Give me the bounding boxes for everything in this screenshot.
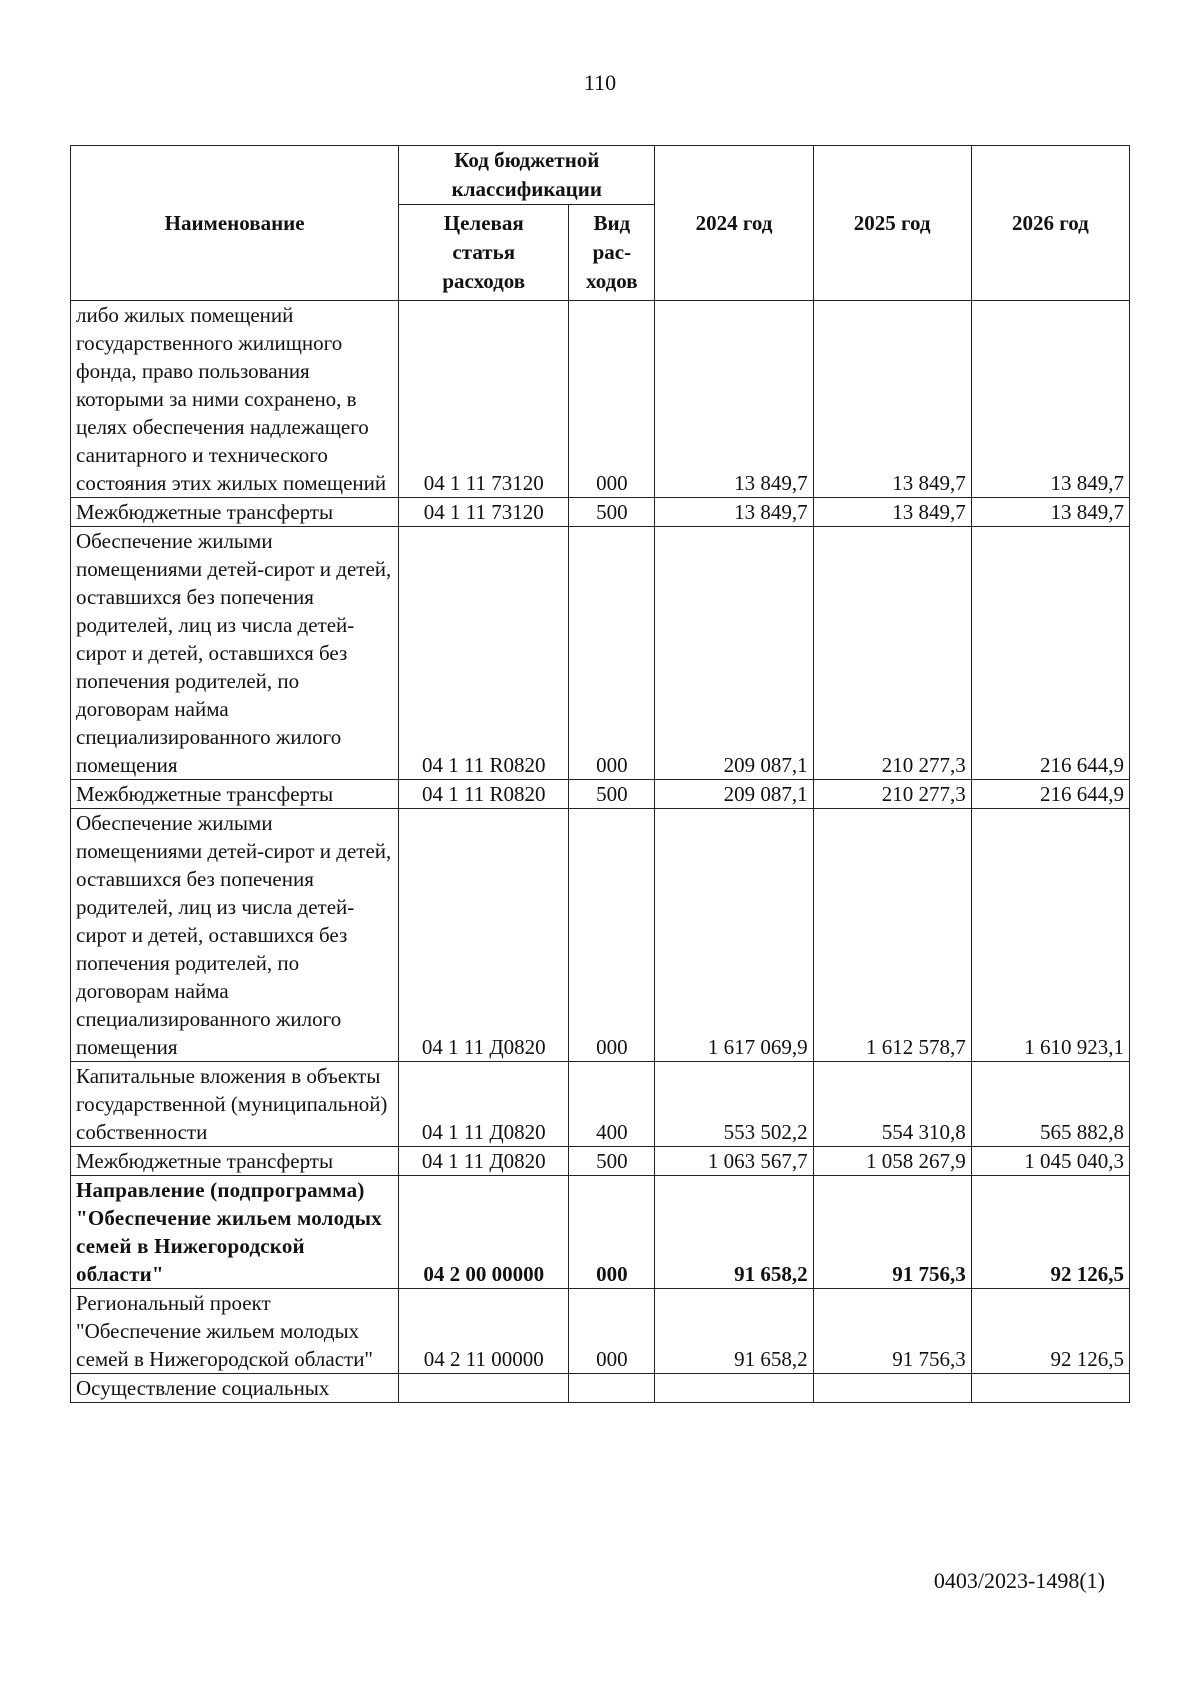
row-target-code: 04 2 11 00000 (399, 1289, 569, 1374)
row-expense-kind (569, 1374, 655, 1403)
row-value-2025: 91 756,3 (813, 1176, 971, 1289)
table-row (71, 1176, 1130, 1289)
row-value-2024 (655, 1374, 813, 1403)
table-row (71, 498, 1130, 527)
row-target-code: 04 1 11 Д0820 (399, 809, 569, 1062)
row-value-2024: 13 849,7 (655, 498, 813, 527)
row-name: либо жилых помещений государственного жилищного фонда, право пользования которыми за ними сохранено, в целях обеспечения надлежащего санитарного и технического состояния этих жилых помещений (71, 301, 399, 498)
budget-table (70, 145, 1130, 1403)
row-value-2026: 13 849,7 (971, 301, 1129, 498)
row-target-code: 04 1 11 73120 (399, 498, 569, 527)
table-row (71, 780, 1130, 809)
row-name: Межбюджетные трансферты (71, 780, 399, 809)
row-expense-kind: 000 (569, 1289, 655, 1374)
document-code: 0403/2023-1498(1) (933, 1568, 1105, 1593)
row-value-2024: 209 087,1 (655, 527, 813, 780)
row-value-2026: 216 644,9 (971, 527, 1129, 780)
row-name: Направление (подпрограмма) "Обеспечение жильем молодых семей в Нижегородской области" (71, 1176, 399, 1289)
row-value-2025: 91 756,3 (813, 1289, 971, 1374)
row-name: Региональный проект "Обеспечение жильем молодых семей в Нижегородской области" (71, 1289, 399, 1374)
table-body (71, 301, 1130, 1403)
row-expense-kind: 000 (569, 301, 655, 498)
row-value-2024: 91 658,2 (655, 1176, 813, 1289)
row-value-2024: 1 617 069,9 (655, 809, 813, 1062)
row-value-2026: 1 045 040,3 (971, 1147, 1129, 1176)
header-2026: 2026 год (971, 146, 1129, 301)
row-value-2026: 1 610 923,1 (971, 809, 1129, 1062)
row-name: Межбюджетные трансферты (71, 498, 399, 527)
row-value-2024: 553 502,2 (655, 1062, 813, 1147)
header-code-group: Код бюджетной классификации (399, 146, 655, 205)
header-2025: 2025 год (813, 146, 971, 301)
row-value-2025: 210 277,3 (813, 527, 971, 780)
row-value-2025: 13 849,7 (813, 301, 971, 498)
row-value-2025: 210 277,3 (813, 780, 971, 809)
row-value-2026 (971, 1374, 1129, 1403)
row-value-2026: 13 849,7 (971, 498, 1129, 527)
page-number: 110 (583, 70, 617, 95)
row-target-code: 04 1 11 R0820 (399, 527, 569, 780)
row-value-2024: 1 063 567,7 (655, 1147, 813, 1176)
table-row (71, 527, 1130, 780)
row-value-2026: 565 882,8 (971, 1062, 1129, 1147)
row-value-2025: 1 058 267,9 (813, 1147, 971, 1176)
row-name: Капитальные вложения в объекты государственной (муниципальной) собственности (71, 1062, 399, 1147)
row-value-2025: 554 310,8 (813, 1062, 971, 1147)
header-kind: Вид рас-ходов (569, 205, 655, 301)
row-value-2025: 1 612 578,7 (813, 809, 971, 1062)
table-row (71, 1374, 1130, 1403)
row-expense-kind: 500 (569, 780, 655, 809)
table-row (71, 1062, 1130, 1147)
table-row (71, 809, 1130, 1062)
row-name: Обеспечение жилыми помещениями детей-сирот и детей, оставшихся без попечения родителей, лиц из числа детей-сирот и детей, оставшихся без попечения родителей, по договорам найма специализированного жилого помещения (71, 809, 399, 1062)
table-header (71, 146, 1130, 301)
row-target-code: 04 2 00 00000 (399, 1176, 569, 1289)
row-expense-kind: 000 (569, 809, 655, 1062)
row-value-2026: 216 644,9 (971, 780, 1129, 809)
row-value-2025: 13 849,7 (813, 498, 971, 527)
header-target: Целевая статья расходов (399, 205, 569, 301)
row-expense-kind: 000 (569, 1176, 655, 1289)
row-name: Осуществление социальных (71, 1374, 399, 1403)
row-target-code: 04 1 11 Д0820 (399, 1062, 569, 1147)
row-target-code: 04 1 11 R0820 (399, 780, 569, 809)
row-value-2024: 91 658,2 (655, 1289, 813, 1374)
row-expense-kind: 400 (569, 1062, 655, 1147)
row-name: Обеспечение жилыми помещениями детей-сирот и детей, оставшихся без попечения родителей, лиц из числа детей-сирот и детей, оставшихся без попечения родителей, по договорам найма специализированного жилого помещения (71, 527, 399, 780)
row-expense-kind: 500 (569, 498, 655, 527)
row-target-code (399, 1374, 569, 1403)
row-value-2024: 13 849,7 (655, 301, 813, 498)
header-2024: 2024 год (655, 146, 813, 301)
row-target-code: 04 1 11 Д0820 (399, 1147, 569, 1176)
row-value-2024: 209 087,1 (655, 780, 813, 809)
table-row (71, 1289, 1130, 1374)
row-value-2026: 92 126,5 (971, 1176, 1129, 1289)
row-expense-kind: 500 (569, 1147, 655, 1176)
row-target-code: 04 1 11 73120 (399, 301, 569, 498)
row-expense-kind: 000 (569, 527, 655, 780)
table-row (71, 301, 1130, 498)
table-row (71, 1147, 1130, 1176)
row-value-2026: 92 126,5 (971, 1289, 1129, 1374)
row-value-2025 (813, 1374, 971, 1403)
header-name: Наименование (71, 146, 399, 301)
row-name: Межбюджетные трансферты (71, 1147, 399, 1176)
